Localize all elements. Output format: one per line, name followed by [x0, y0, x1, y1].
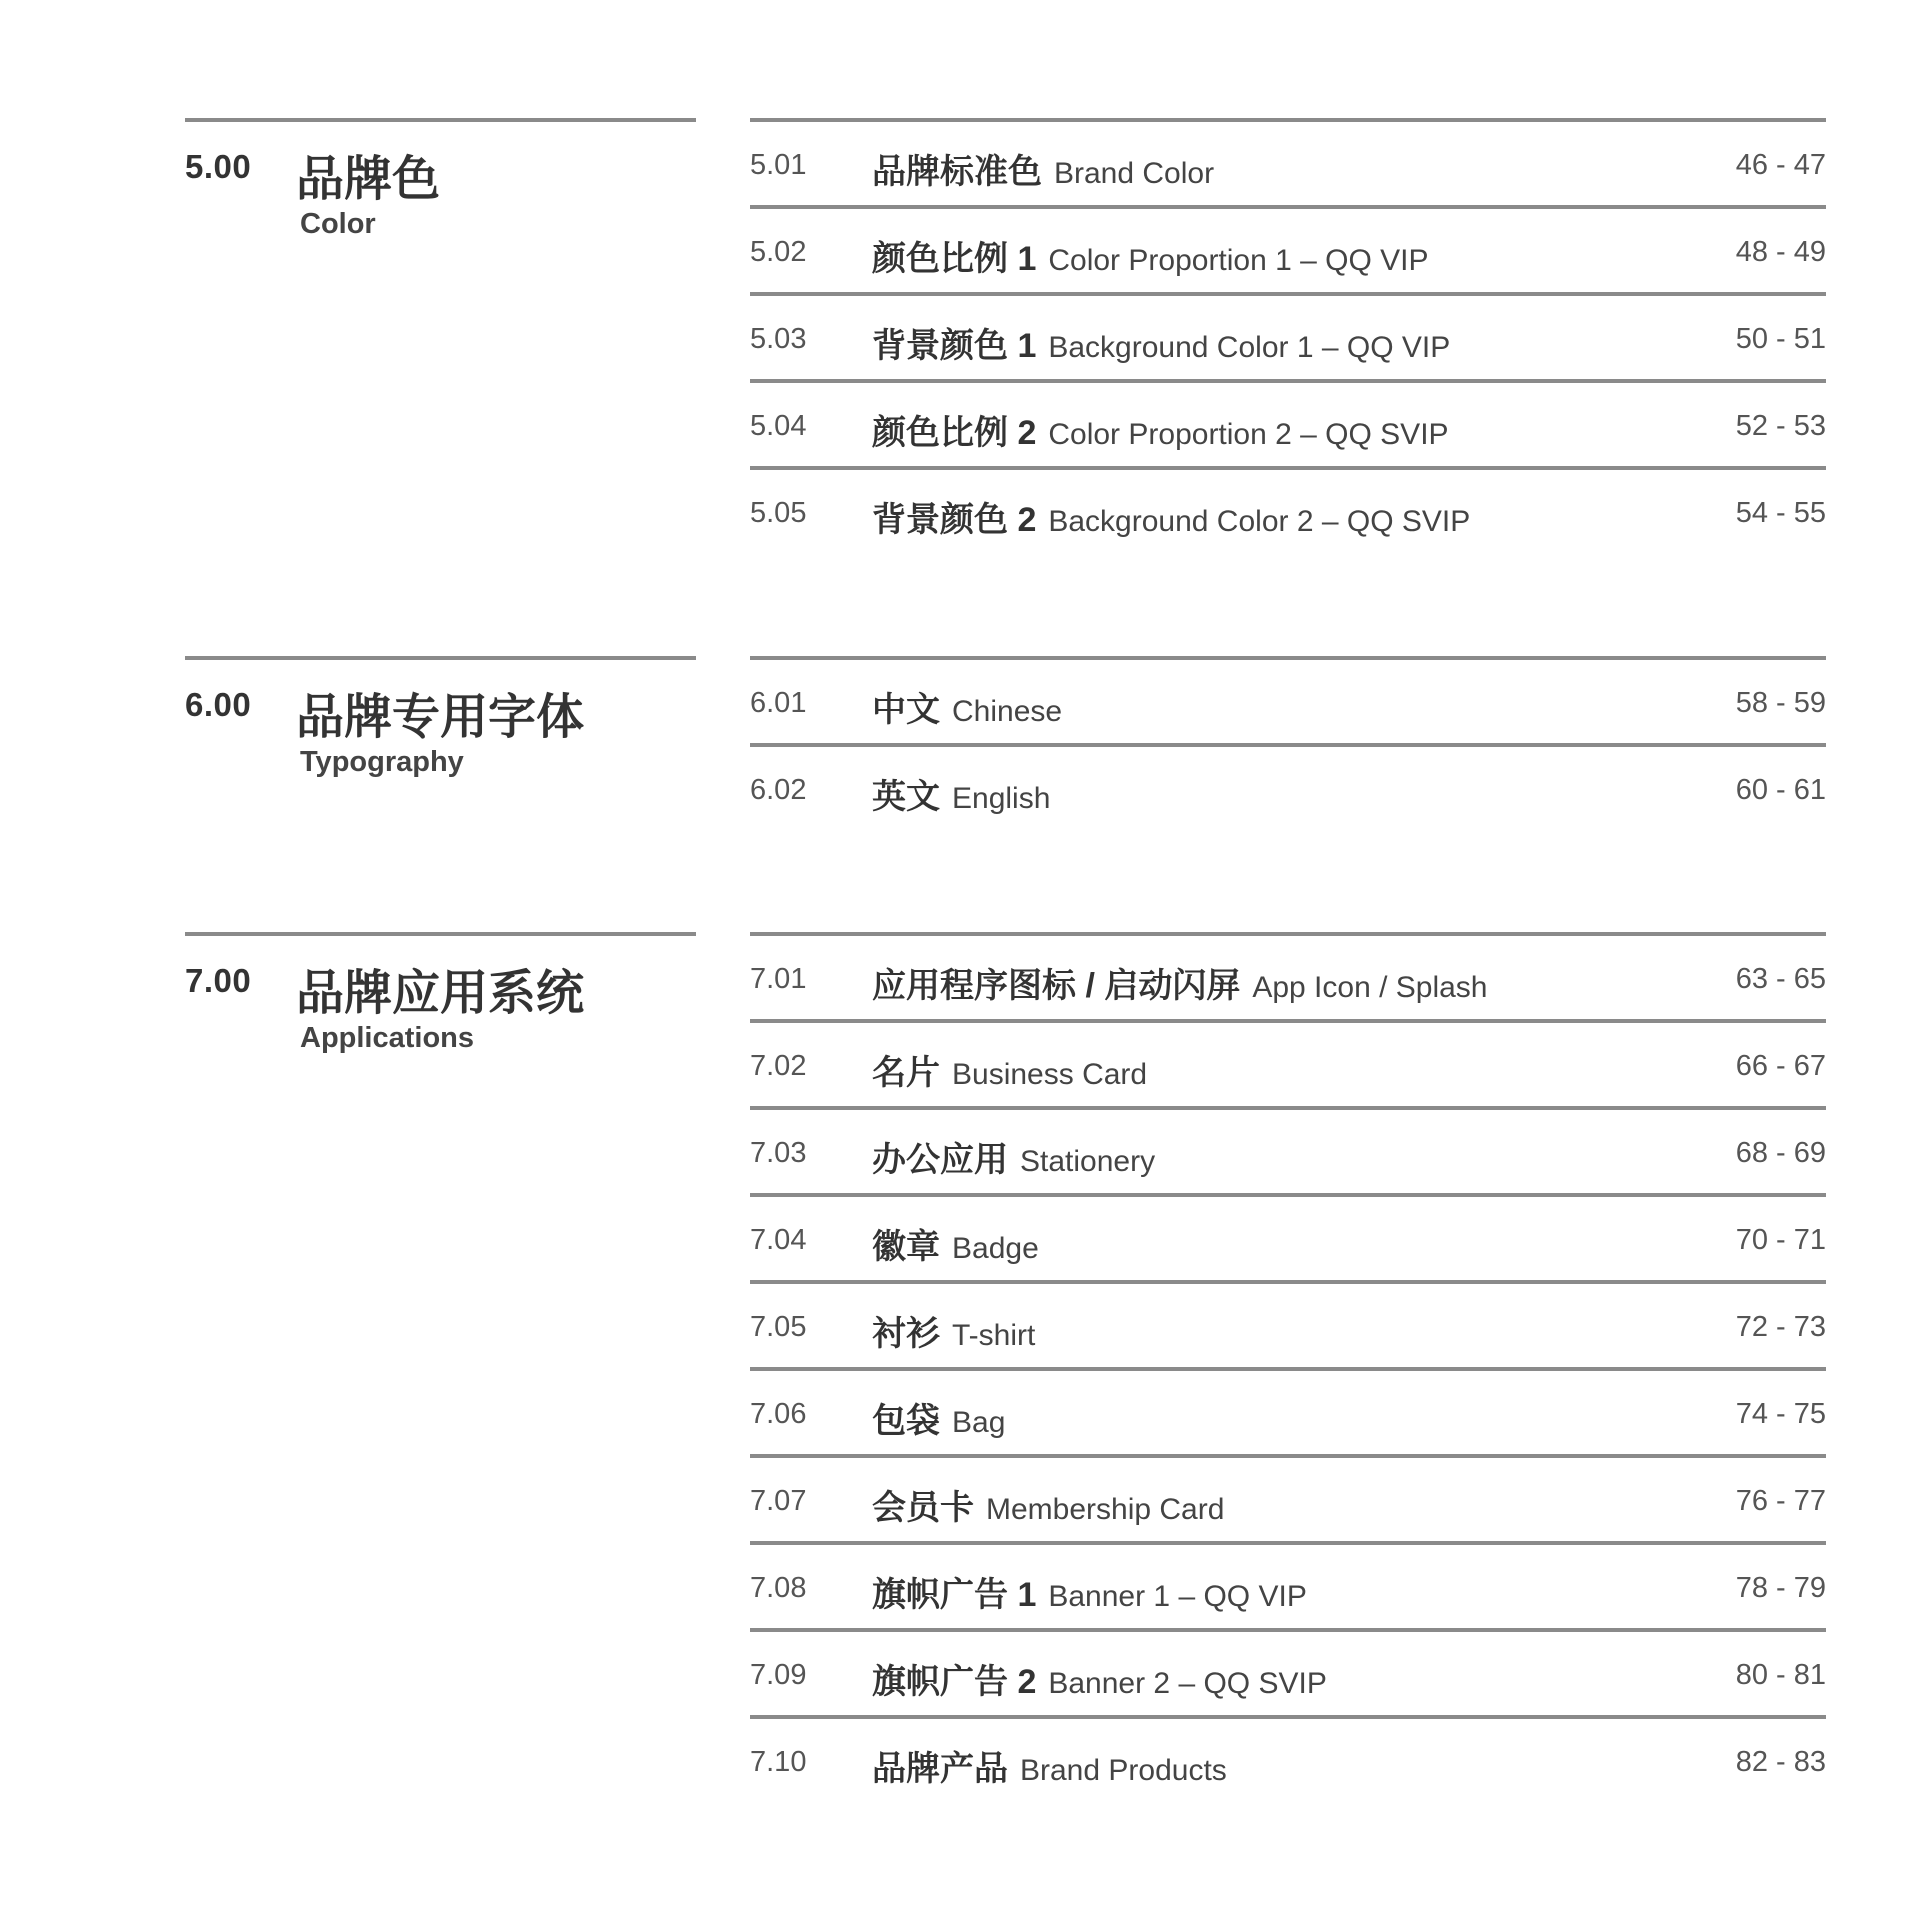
toc-row[interactable] [750, 1019, 1826, 1106]
section-entries [750, 932, 1826, 1802]
entry-pages: 52 - 53 [1735, 410, 1826, 442]
toc-row[interactable] [750, 466, 1826, 553]
toc-row[interactable] [750, 379, 1826, 466]
toc-row[interactable] [750, 118, 1826, 205]
entry-number: 6.02 [750, 774, 807, 806]
entry-title [872, 1306, 1035, 1355]
toc-row[interactable] [750, 1106, 1826, 1193]
entry-title-en: Membership Card [986, 1493, 1225, 1526]
entry-pages: 80 - 81 [1735, 1659, 1826, 1691]
entry-pages: 78 - 79 [1735, 1572, 1826, 1604]
toc-row[interactable] [750, 1454, 1826, 1541]
toc-row[interactable] [750, 743, 1826, 830]
entry-number: 7.09 [750, 1659, 807, 1691]
toc-row[interactable] [750, 292, 1826, 379]
toc-row[interactable] [750, 205, 1826, 292]
entry-pages: 74 - 75 [1735, 1398, 1826, 1430]
entry-number: 7.04 [750, 1224, 807, 1256]
section-header [185, 656, 696, 778]
entry-number: 7.07 [750, 1485, 807, 1517]
entry-title [872, 1045, 1147, 1094]
section-number: 5.00 [185, 148, 252, 185]
entry-title-zh: 品牌产品 [872, 1750, 1008, 1788]
entry-pages: 82 - 83 [1735, 1746, 1826, 1778]
entry-title-en: Chinese [952, 695, 1063, 728]
entry-title-en: Brand Color [1054, 157, 1215, 190]
entry-title-en: App Icon / Splash [1252, 971, 1488, 1004]
entry-pages: 46 - 47 [1735, 149, 1826, 181]
entry-number: 5.02 [750, 236, 807, 268]
entry-title-zh: 品牌标准色 [872, 153, 1042, 191]
entry-title [872, 1567, 1307, 1616]
entry-title-zh: 包袋 [872, 1402, 940, 1440]
entry-title-en: Stationery [1020, 1145, 1156, 1178]
entry-title-zh: 旗帜广告 1 [872, 1576, 1037, 1614]
section-title-en: Color [300, 208, 376, 240]
toc-row[interactable] [750, 1367, 1826, 1454]
entry-title-zh: 办公应用 [872, 1141, 1008, 1179]
entry-title-en: Color Proportion 2 – QQ SVIP [1048, 418, 1449, 451]
entry-number: 5.04 [750, 410, 807, 442]
toc-row[interactable] [750, 1280, 1826, 1367]
entry-title [872, 1654, 1327, 1703]
entry-pages: 70 - 71 [1735, 1224, 1826, 1256]
entry-pages: 72 - 73 [1735, 1311, 1826, 1343]
entry-title-en: English [952, 782, 1051, 815]
section-title-en: Applications [300, 1022, 475, 1054]
toc-row[interactable] [750, 1193, 1826, 1280]
entry-pages: 68 - 69 [1735, 1137, 1826, 1169]
section-header [185, 118, 696, 240]
entry-title-en: Brand Products [1020, 1754, 1227, 1787]
toc-row[interactable] [750, 1628, 1826, 1715]
entry-title-en: Background Color 2 – QQ SVIP [1048, 505, 1471, 538]
entry-title [872, 1132, 1155, 1181]
section-title-zh: 品牌色 [296, 153, 441, 206]
toc-row[interactable] [750, 656, 1826, 743]
entry-title [872, 405, 1449, 454]
section-title-zh: 品牌专用字体 [296, 691, 585, 744]
entry-title-en: T-shirt [952, 1319, 1036, 1352]
entry-title-zh: 颜色比例 1 [872, 240, 1037, 278]
entry-title [872, 1219, 1039, 1268]
entry-pages: 48 - 49 [1735, 236, 1826, 268]
entry-title-en: Color Proportion 1 – QQ VIP [1048, 244, 1429, 277]
toc-row[interactable] [750, 1715, 1826, 1802]
entry-pages: 58 - 59 [1735, 687, 1826, 719]
entry-number: 7.02 [750, 1050, 807, 1082]
entry-title-en: Business Card [952, 1058, 1148, 1091]
entry-pages: 60 - 61 [1735, 774, 1826, 806]
entry-number: 7.03 [750, 1137, 807, 1169]
entry-pages: 76 - 77 [1735, 1485, 1826, 1517]
entry-number: 5.05 [750, 497, 807, 529]
section-number: 7.00 [185, 962, 252, 999]
section-entries [750, 118, 1826, 553]
entry-title-zh: 应用程序图标 / 启动闪屏 [872, 967, 1241, 1005]
entry-number: 7.01 [750, 963, 807, 995]
section-title-en: Typography [300, 746, 464, 778]
section-header [185, 932, 696, 1054]
entry-title [872, 1393, 1005, 1442]
entry-number: 7.06 [750, 1398, 807, 1430]
entry-title [872, 231, 1429, 280]
entry-title [872, 144, 1214, 193]
entry-pages: 50 - 51 [1735, 323, 1826, 355]
entry-title-zh: 英文 [872, 778, 940, 816]
toc-row[interactable] [750, 1541, 1826, 1628]
entry-title-zh: 颜色比例 2 [872, 414, 1037, 452]
entry-title-zh: 名片 [872, 1054, 940, 1092]
entry-title-zh: 会员卡 [872, 1489, 974, 1527]
entry-pages: 63 - 65 [1735, 963, 1826, 995]
entry-title-zh: 背景颜色 1 [872, 327, 1037, 365]
entry-title-en: Bag [952, 1406, 1006, 1439]
entry-number: 7.08 [750, 1572, 807, 1604]
entry-number: 5.03 [750, 323, 807, 355]
entry-number: 7.10 [750, 1746, 807, 1778]
entry-title [872, 958, 1488, 1007]
entry-title-en: Badge [952, 1232, 1039, 1265]
entry-title [872, 318, 1450, 367]
toc-row[interactable] [750, 932, 1826, 1019]
entry-title [872, 682, 1062, 731]
section-number: 6.00 [185, 686, 252, 723]
entry-title-zh: 背景颜色 2 [872, 501, 1037, 539]
entry-title-zh: 中文 [872, 691, 940, 729]
entry-title-zh: 徽章 [872, 1228, 940, 1266]
entry-title-en: Background Color 1 – QQ VIP [1048, 331, 1451, 364]
entry-title-en: Banner 1 – QQ VIP [1048, 1580, 1307, 1613]
section-entries [750, 656, 1826, 830]
entry-title-zh: 旗帜广告 2 [872, 1663, 1037, 1701]
entry-title [872, 492, 1470, 541]
entry-title-zh: 衬衫 [872, 1315, 940, 1353]
entry-pages: 66 - 67 [1735, 1050, 1826, 1082]
entry-title [872, 1741, 1227, 1790]
entry-number: 7.05 [750, 1311, 807, 1343]
entry-number: 6.01 [750, 687, 807, 719]
section-title-zh: 品牌应用系统 [296, 967, 585, 1020]
entry-number: 5.01 [750, 149, 807, 181]
entry-title [872, 769, 1050, 818]
entry-pages: 54 - 55 [1735, 497, 1826, 529]
entry-title [872, 1480, 1224, 1529]
entry-title-en: Banner 2 – QQ SVIP [1048, 1667, 1327, 1700]
